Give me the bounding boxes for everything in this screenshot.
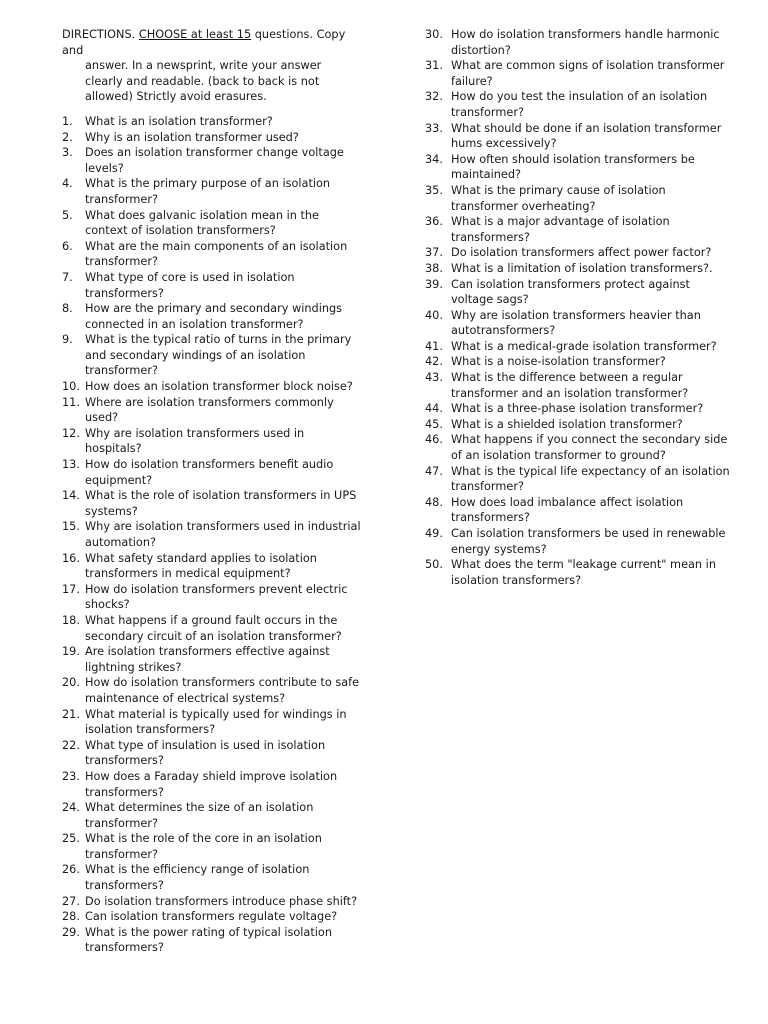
question-number: 45. [425,417,443,431]
question-text: What type of insulation is used in isolation transformers? [85,738,326,768]
question-number: 27. [62,894,80,908]
question-item [425,526,730,557]
question-number: 4. [62,177,73,191]
question-number: 14. [62,489,80,503]
question-item [425,354,730,370]
question-item [425,58,730,89]
question-number: 46. [425,433,443,447]
question-text: What is the primary cause of isolation transformer overheating? [451,183,666,213]
question-number: 40. [425,308,443,322]
question-item [62,551,362,582]
question-text: Can isolation transformers regulate voltage? [85,910,338,924]
directions [62,27,362,105]
question-item [62,488,362,519]
question-number: 23. [62,769,80,783]
question-number: 16. [62,551,80,565]
question-text: Can isolation transformers be used in renewable energy systems? [451,527,726,556]
question-text: What is the efficiency range of isolation transformers? [85,863,310,893]
question-text: How do isolation transformers benefit audio equipment? [85,458,334,487]
question-number: 50. [425,558,443,572]
question-item [62,909,362,925]
question-item [62,519,362,550]
question-text: Do isolation transformers introduce phase shift? [85,894,358,908]
question-item [62,176,362,207]
question-text: How do isolation transformers contribute to safe maintenance of electrical systems? [85,676,360,705]
question-text: How does load imbalance affect isolation transformers? [451,495,684,525]
question-text: Why are isolation transformers used in industrial automation? [85,520,361,549]
right-column [425,27,730,588]
question-text: What happens if a ground fault occurs in the secondary circuit of an isolation transformer? [85,613,342,643]
question-number: 49. [425,527,443,540]
question-number: 43. [425,371,443,385]
question-number: 18. [62,613,80,627]
question-item [62,831,362,862]
question-number: 13. [62,458,80,472]
question-text: What is a three-phase isolation transformer? [451,402,704,416]
question-number: 31. [425,59,443,73]
question-text: What safety standard applies to isolation transformers in medical equipment? [85,551,317,581]
question-list-right [425,27,730,588]
question-item [62,925,362,956]
question-text: What is the difference between a regular transformer and an isolation transformer? [451,371,689,400]
question-item [62,395,362,426]
question-text: Why are isolation transformers heavier than autotransformers? [451,308,701,338]
question-item [62,582,362,613]
question-number: 48. [425,495,443,509]
question-number: 39. [425,277,443,291]
question-item [425,432,730,463]
question-text: What happens if you connect the secondary side of an isolation transformer to ground? [451,433,728,463]
question-item [62,613,362,644]
question-text: How are the primary and secondary windings connected in an isolation transformer? [85,302,343,331]
question-number: 30. [425,28,443,41]
question-text: What should be done if an isolation transformer hums excessively? [451,121,722,151]
question-item [425,464,730,495]
question-text: Why are isolation transformers used in hospitals? [85,426,305,456]
left-column [62,27,362,956]
question-text: What does galvanic isolation mean in the context of isolation transformers? [85,208,320,238]
question-text: What are common signs of isolation transformer failure? [451,59,725,88]
question-text: How does a Faraday shield improve isolation transformers? [85,769,338,799]
question-item [62,426,362,457]
question-number: 12. [62,426,80,440]
question-item [425,183,730,214]
question-text: What is a medical-grade isolation transformer? [451,339,717,353]
question-item [62,130,362,146]
question-number: 24. [62,801,80,815]
question-item [62,114,362,130]
question-item [425,370,730,401]
directions-prefix: DIRECTIONS. [62,28,139,41]
question-text: What material is typically used for windings in isolation transformers? [85,707,347,737]
question-item [425,495,730,526]
question-item [62,332,362,379]
directions-first-line [62,27,362,58]
question-number: 10. [62,380,80,394]
question-item [62,862,362,893]
directions-rest: answer. In a newsprint, write your answer clearly and readable. (back to back is not allowed) Strictly avoid erasures. [85,59,322,104]
question-number: 5. [62,208,73,222]
question-text: What is the power rating of typical isolation transformers? [85,925,332,955]
question-item [425,261,730,277]
question-text: What is the typical life expectancy of an isolation transformer? [451,464,730,494]
question-item [62,301,362,332]
question-number: 17. [62,582,80,596]
question-text: How do isolation transformers prevent electric shocks? [85,582,348,612]
question-number: 42. [425,355,443,369]
question-item [425,417,730,433]
question-text: What is a limitation of isolation transformers?. [451,261,713,275]
question-item [425,27,730,58]
question-list-left [62,114,362,956]
question-number: 36. [425,215,443,229]
question-item [62,707,362,738]
question-text: Do isolation transformers affect power factor? [451,246,712,260]
question-text: How does an isolation transformer block noise? [85,380,353,394]
question-text: Does an isolation transformer change voltage levels? [85,146,344,175]
question-number: 38. [425,261,443,275]
question-number: 2. [62,130,73,144]
question-text: Why is an isolation transformer used? [85,130,299,144]
question-item [62,675,362,706]
question-number: 6. [62,239,73,253]
question-text: What does the term "leakage current" mean in isolation transformers? [451,558,716,587]
question-item [425,89,730,120]
question-item [425,214,730,245]
question-text: What is a major advantage of isolation transformers? [451,215,670,244]
question-number: 33. [425,121,443,135]
question-text: What is the role of isolation transformers in UPS systems? [85,489,357,518]
question-number: 28. [62,910,80,924]
question-number: 22. [62,738,80,752]
question-item [62,769,362,800]
question-number: 35. [425,183,443,197]
question-text: What is an isolation transformer? [85,114,273,128]
question-text: Can isolation transformers protect against voltage sags? [451,277,690,307]
question-number: 26. [62,863,80,877]
question-number: 11. [62,395,80,409]
question-item [425,245,730,261]
question-item [425,308,730,339]
question-text: What are the main components of an isolation transformer? [85,239,348,269]
question-item [425,557,730,588]
question-item [62,239,362,270]
question-number: 3. [62,146,73,160]
question-number: 19. [62,645,80,659]
question-text: How often should isolation transformers be maintained? [451,152,695,182]
question-text: What is the primary purpose of an isolation transformer? [85,177,331,206]
question-text: Where are isolation transformers commonly used? [85,395,334,425]
question-item [62,644,362,675]
question-item [62,208,362,239]
question-text: How do you test the insulation of an isolation transformer? [451,90,708,119]
directions-suffix: questions. Copy and [62,28,346,57]
question-text: What is the role of the core in an isolation transformer? [85,832,322,861]
question-item [62,800,362,831]
directions-underlined: CHOOSE at least 15 [138,28,252,41]
question-text: What is the typical ratio of turns in the primary and secondary windings of an isolation transformer? [85,333,352,378]
question-item [425,277,730,308]
question-number: 32. [425,90,443,104]
question-text: How do isolation transformers handle harmonic distortion? [451,28,720,57]
question-number: 34. [425,152,443,166]
question-text: What is a shielded isolation transformer? [451,417,683,431]
question-item [62,894,362,910]
question-item [425,152,730,183]
question-number: 47. [425,464,443,478]
question-number: 44. [425,402,443,416]
question-number: 8. [62,302,73,316]
question-item [62,738,362,769]
question-item [425,339,730,355]
question-number: 41. [425,339,443,353]
question-number: 15. [62,520,80,534]
question-item [62,270,362,301]
question-number: 29. [62,925,80,939]
question-text: Are isolation transformers effective against lightning strikes? [85,645,330,674]
question-text: What determines the size of an isolation transformer? [85,801,314,830]
question-item [62,457,362,488]
question-number: 25. [62,832,80,846]
question-number: 9. [62,333,73,347]
question-number: 1. [62,114,73,128]
question-item [62,145,362,176]
question-text: What type of core is used in isolation transformers? [85,270,295,300]
question-number: 20. [62,676,80,690]
question-number: 37. [425,246,443,260]
question-number: 7. [62,270,73,284]
question-item [425,401,730,417]
question-number: 21. [62,707,80,721]
question-text: What is a noise-isolation transformer? [451,355,666,369]
question-item [62,379,362,395]
question-item [425,121,730,152]
